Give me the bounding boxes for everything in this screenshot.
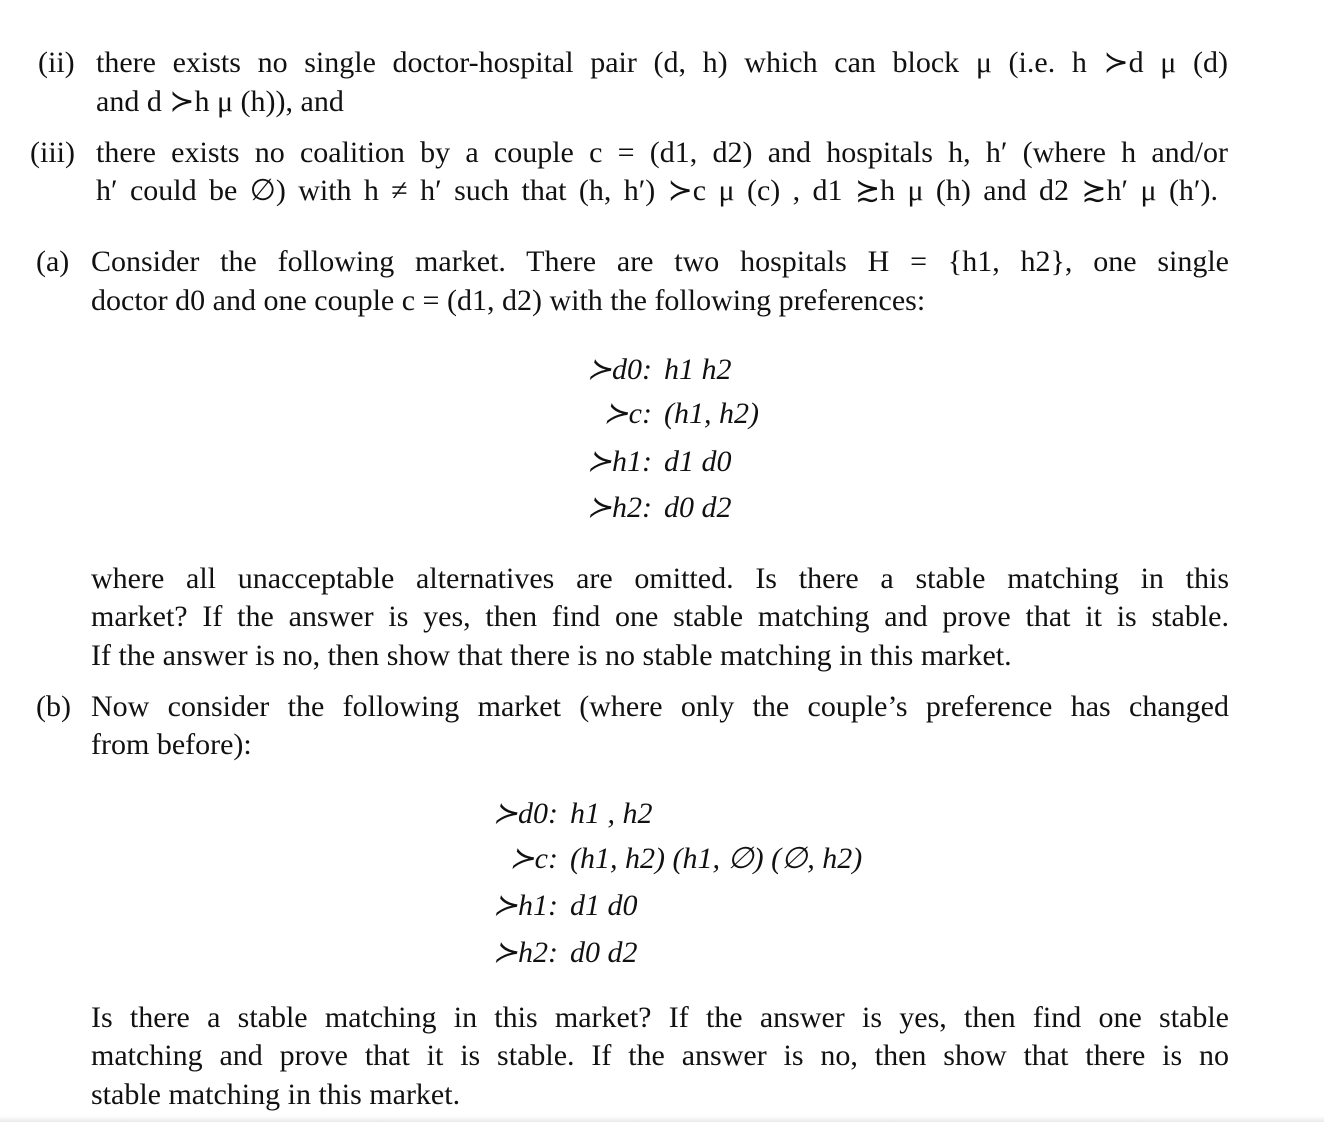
part-b-intro-line-1: Now consider the following market (where only the couple’s preference has changed [91,690,1229,723]
part-b-intro-line-2: from before): [91,728,252,761]
part-a-question-line-3: If the answer is no, then show that there is no stable matching in this market. [91,639,1012,672]
condition-iii-line-1: there exists no coalition by a couple c = (d1, d2) and hospitals h, h′ (where h and/or [96,136,1228,169]
part-a-intro-line-1: Consider the following market. There are two hospitals H = {h1, h2}, one single [91,245,1229,278]
condition-iii-line-2: h′ could be ∅) with h ≠ h′ such that (h, h′) ≻c μ (c) , d1 ≿h μ (h) and d2 ≿h′ μ (h′). [96,174,1218,207]
part-b-label: (b) [36,690,71,723]
condition-iii-label: (iii) [30,136,75,169]
pref-relation: ≻c: [603,397,652,430]
part-a-label: (a) [36,245,70,278]
pref-ranking: d0 d2 [664,491,732,524]
part-a-question-line-1: where all unacceptable alternatives are omitted. Is there a stable matching in this [91,562,1229,595]
pref-relation: ≻c: [509,842,558,875]
pref-ranking: (h1, h2) [664,397,759,430]
page-bottom-edge [0,1116,1324,1122]
part-b-question-line-1: Is there a stable matching in this market? If the answer is yes, then find one stable [91,1001,1229,1034]
pref-relation: ≻h2: [492,936,558,969]
part-b-question-line-2: matching and prove that it is stable. If the answer is no, then show that there is no [91,1039,1229,1072]
condition-ii-line-1: there exists no single doctor-hospital pair (d, h) which can block μ (i.e. h ≻d μ (d) [96,46,1228,79]
pref-relation: ≻d0: [492,797,558,830]
pref-ranking: (h1, h2) (h1, ∅) (∅, h2) [570,842,863,875]
pref-ranking: d0 d2 [570,936,638,969]
pref-ranking: d1 d0 [570,889,638,922]
pref-relation: ≻h2: [586,491,652,524]
pref-ranking: h1 h2 [664,353,732,386]
pref-relation: ≻h1: [586,445,652,478]
part-a-question-line-2: market? If the answer is yes, then find one stable matching and prove that it is stable. [91,600,1229,633]
pref-ranking: d1 d0 [664,445,732,478]
condition-ii-line-2: and d ≻h μ (h)), and [96,85,344,118]
pref-ranking: h1 , h2 [570,797,653,830]
part-a-intro-line-2: doctor d0 and one couple c = (d1, d2) with the following preferences: [91,284,926,317]
pref-relation: ≻h1: [492,889,558,922]
condition-ii-label: (ii) [38,46,75,79]
pref-relation: ≻d0: [586,353,652,386]
part-b-question-line-3: stable matching in this market. [91,1078,461,1111]
